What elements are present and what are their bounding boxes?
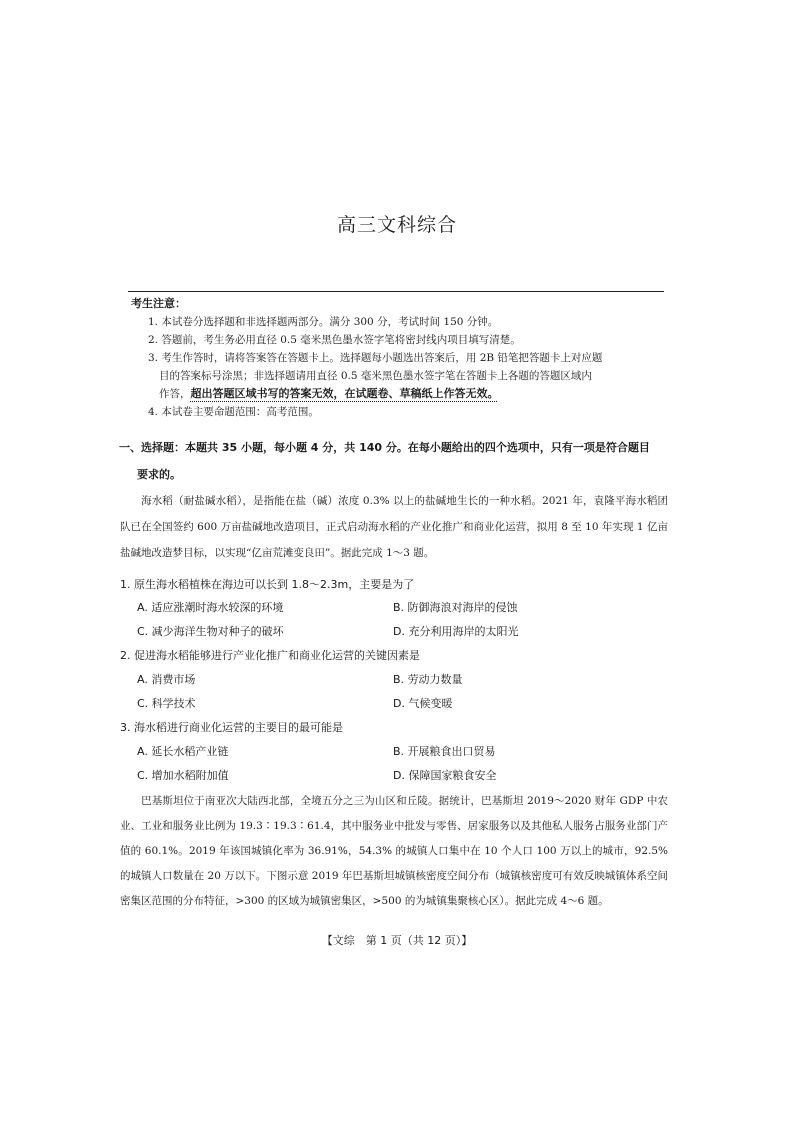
q2-option-d: D. 气候变暖 — [393, 697, 453, 710]
header-divider — [128, 291, 664, 292]
section-heading-line-2: 要求的。 — [137, 468, 181, 481]
page-title: 高三文科综合 — [336, 214, 457, 236]
notice-emphasis: 超出答题区域书写的答案无效，在试题卷、草稿纸上作答无效。 — [190, 387, 499, 400]
q2-option-a: A. 消费市场 — [137, 673, 196, 686]
q1-option-b: B. 防御海浪对海岸的侵蚀 — [393, 601, 518, 614]
q3-option-a: A. 延长水稻产业链 — [137, 745, 229, 758]
question-2-stem: 2. 促进海水稻能够进行产业化推广和商业化运营的关键因素是 — [120, 649, 420, 662]
q1-option-d: D. 充分利用海岸的太阳光 — [393, 625, 519, 638]
section-heading-line-1: 一、选择题：本题共 35 小题，每小题 4 分，共 140 分。在每小题给出的四个选项中，只有一项是符合题目 — [119, 441, 650, 454]
notice-item-4: 4. 本试卷主要命题范围：高考范围。 — [148, 406, 319, 418]
q3-option-c: C. 增加水稻附加值 — [137, 769, 229, 782]
passage-2 — [120, 789, 668, 914]
question-1-stem: 1. 原生海水稻植株在海边可以长到 1.8～2.3m，主要是为了 — [120, 578, 415, 591]
passage-2-text: 巴基斯坦位于南亚次大陆西北部，全境五分之三为山区和丘陵。据统计，巴基斯坦 2019～2020 财年 GDP 中农业、工业和服务业比例为 19.3∶19.3∶61.4，其中服务业中批发与零售、居家服务以及其他私人服务占服务业部门产值的 60.1%。2019 年该国城镇化率为 36.91%，54.3% 的城镇人口集中在 10 个人口 100 万以上的城市，92.5% 的城镇人口数量在 20 万以下。下图示意 2019 年巴基斯坦城镇核密度空间分布（城镇核密度可有效反映城镇体系空间密集区范围的分布特征，>300 的区域为城镇密集区，>500 的为城镇集聚核心区）。据此完成 4～6 题。 — [120, 795, 668, 907]
passage-1-text: 海水稻（耐盐碱水稻），是指能在盐（碱）浓度 0.3% 以上的盐碱地生长的一种水稻。2021 年，袁隆平海水稻团队已在全国签约 600 万亩盐碱地改造项目，正式启动海水稻的产业化推广和商业化运营，拟用 8 至 10 年实现 1 亿亩盐碱地改造梦目标，以实现“亿亩荒滩变良田”。据此完成 1～3 题。 — [120, 495, 668, 559]
question-3-stem: 3. 海水稻进行商业化运营的主要目的最可能是 — [120, 721, 343, 734]
notice-item-3-emph-line — [131, 385, 666, 403]
notice-heading: 考生注意： — [131, 297, 186, 310]
q1-option-c: C. 减少海洋生物对种子的破坏 — [137, 625, 284, 638]
notice-item-3-prefix: 作答， — [159, 388, 191, 400]
q1-option-a: A. 适应涨潮时海水较深的环境 — [137, 601, 284, 614]
notice-item-1: 1. 本试卷分选择题和非选择题两部分。满分 300 分，考试时间 150 分钟。 — [148, 316, 499, 328]
passage-1 — [120, 488, 668, 566]
q3-option-b: B. 开展粮食出口贸易 — [393, 745, 496, 758]
page-footer: 【文综 第 1 页（共 12 页）】 — [321, 934, 473, 947]
q2-option-c: C. 科学技术 — [137, 697, 196, 710]
section-heading — [119, 434, 679, 488]
candidate-notice — [131, 295, 666, 421]
q3-option-d: D. 保障国家粮食安全 — [393, 769, 497, 782]
notice-item-3: 3. 考生作答时，请将答案答在答题卡上。选择题每小题选出答案后，用 2B 铅笔把答题卡上对应题 — [148, 352, 603, 364]
notice-item-3-cont: 目的答案标号涂黑；非选择题请用直径 0.5 毫米黑色墨水签字笔在答题卡上各题的答题区域内 — [159, 370, 592, 382]
notice-item-2: 2. 答题前，考生务必用直径 0.5 毫米黑色墨水签字笔将密封线内项目填写清楚。 — [148, 334, 521, 346]
q2-option-b: B. 劳动力数量 — [393, 673, 463, 686]
